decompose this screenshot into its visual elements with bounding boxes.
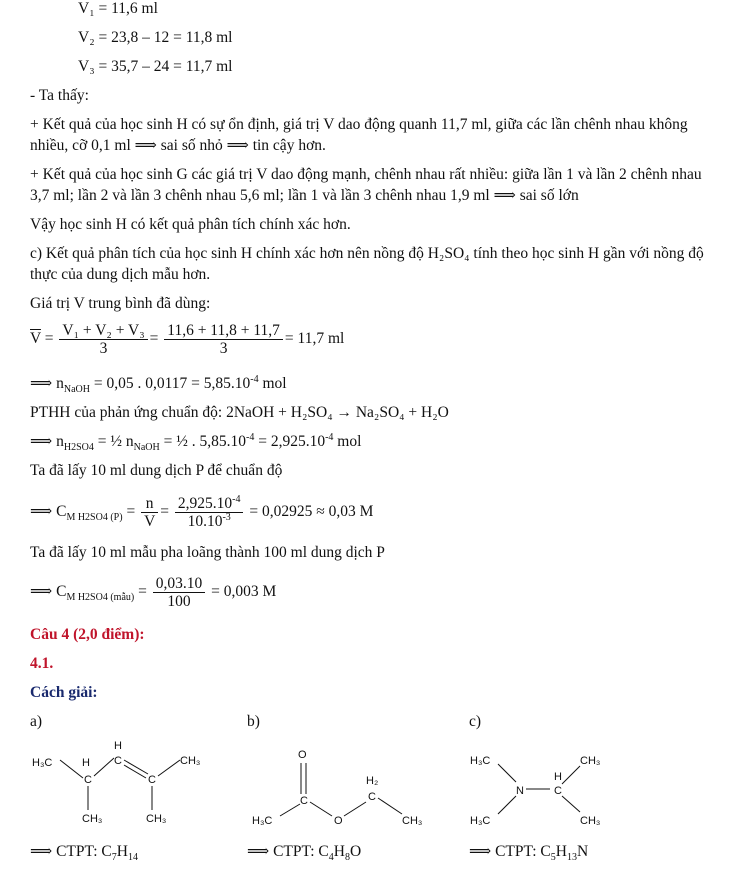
fraction-n-over-v: $\frac{n}{V}$: [141, 495, 158, 530]
fraction-numeric: [164, 322, 283, 357]
student-g-line-2: 3,7 ml; lần 2 và lần 3 chênh nhau 5,6 ml; lần 1 và lần 3 chênh nhau 1,9 ml ⟹ sai số lớn: [30, 187, 579, 204]
svg-text:CH₃: CH₃: [180, 755, 201, 767]
structure-b: [246, 742, 446, 830]
fraction-cm-sample: $\frac{0,03.10}{100}$: [153, 575, 206, 610]
svg-text:CH₃: CH₃: [580, 815, 601, 827]
method-heading: Cách giải:: [30, 684, 98, 701]
svg-text:C: C: [554, 785, 562, 797]
fraction-symbolic-numerator: V₁ + V₂ + V₃: [59, 322, 147, 340]
structure-c: [468, 746, 668, 830]
fraction-symbolic: [59, 322, 147, 357]
svg-text:C: C: [300, 795, 308, 807]
cm-p-formula: ⟹ $C_{M H2SO4 (P)}$ = $\frac{n}{V}$ = $\frac{2,925.10^{-4}}{10.10^{-3}}$ = 0,02925 ≈ 0,03 M: [30, 493, 374, 530]
fraction-symbolic-denominator: 3: [99, 340, 108, 357]
part-c-line-1: c) Kết quả phân tích của học sinh H chính xác hơn nên nồng độ H₂SO₄ tính theo học sinh H gần với nồng độ: [30, 245, 704, 262]
svg-text:O: O: [334, 815, 343, 827]
fraction-numeric-denominator: 3: [219, 340, 228, 357]
conclusion: Vậy học sinh H có kết quả phân tích chính xác hơn.: [30, 216, 351, 233]
student-h-line-1: + Kết quả của học sinh H có sự ổn định, giá trị V dao động quanh 11,7 ml, giữa các lần chênh nhau không: [30, 116, 688, 133]
student-g-line-1: + Kết quả của học sinh G các giá trị V dao động mạnh, chênh nhau rất nhiều: giữa lần 1 và lần 2 chênh nhau: [30, 166, 702, 183]
svg-text:C: C: [368, 791, 376, 803]
svg-text:CH₃: CH₃: [146, 813, 167, 825]
svg-text:O: O: [298, 749, 307, 761]
svg-text:CH₃: CH₃: [402, 815, 423, 827]
svg-text:H₃C: H₃C: [32, 757, 53, 769]
svg-text:H: H: [114, 740, 122, 752]
svg-text:CH₃: CH₃: [580, 755, 601, 767]
took-sample-line: Ta đã lấy 10 ml mẫu pha loãng thành 100 ml dung dịch P: [30, 544, 385, 561]
svg-text:C: C: [114, 755, 122, 767]
v-average-symbol: $\overline{V}$: [30, 330, 41, 348]
average-formula: $\overline{V}$ = $\frac{\text{V₁ + V₂ + V₃}}{3}$ = $\frac{11,6 + 11,8 + 11,7}{3}$ = 11,7 ml: [30, 322, 345, 357]
svg-text:N: N: [516, 785, 524, 797]
svg-text:H₃C: H₃C: [470, 755, 491, 767]
svg-text:C: C: [148, 774, 156, 786]
svg-text:H: H: [82, 757, 90, 769]
ctpt-a: ⟹ CTPT: $C_7H_{14}$: [30, 843, 138, 864]
ctpt-b: ⟹ CTPT: $C_4H_8O$: [247, 843, 362, 864]
observation-heading: - Ta thấy:: [30, 87, 89, 104]
label-c: c): [469, 713, 482, 730]
svg-text:C: C: [84, 774, 92, 786]
v3-line: V₃ = 35,7 – 24 = 11,7 ml: [78, 58, 233, 75]
svg-text:H₃C: H₃C: [470, 815, 491, 827]
section-4-1: 4.1.: [30, 655, 54, 672]
average-result: = 11,7 ml: [284, 330, 345, 348]
n-naoh-line: ⟹ $n_{NaOH} = 0,05$ . $0,0117 = 5,85.10^{-4}$ mol: [30, 373, 287, 396]
v1-line: V₁ = 11,6 ml: [78, 0, 158, 17]
svg-text:H₂: H₂: [366, 775, 379, 787]
label-b: b): [247, 713, 260, 730]
svg-text:H₃C: H₃C: [252, 815, 273, 827]
ctpt-c: ⟹ CTPT: $C_5H_{13}N$: [469, 843, 589, 864]
structure-a: [28, 736, 228, 830]
label-a: a): [30, 713, 43, 730]
reaction-equation: PTHH của phản ứng chuẩn độ: 2NaOH + H₂SO₄ → Na₂SO₄ + H₂O: [30, 404, 449, 421]
fraction-cm-p-value: $\frac{2,925.10^{-4}}{10.10^{-3}}$: [175, 495, 244, 530]
part-c-line-2: thực của dung dịch mẫu hơn.: [30, 266, 211, 283]
svg-text:CH₃: CH₃: [82, 813, 103, 825]
n-h2so4-line: ⟹ $n_{H2SO4}$ = ½ $n_{NaOH}$ = ½ . $5,85.10^{-4} = 2,925.10^{-4}$ mol: [30, 431, 362, 454]
student-h-line-2: nhiều, cỡ 0,1 ml ⟹ sai số nhỏ ⟹ tin cậy hơn.: [30, 137, 326, 154]
average-label: Giá trị V trung bình đã dùng:: [30, 295, 211, 312]
v2-line: V₂ = 23,8 – 12 = 11,8 ml: [78, 29, 233, 46]
fraction-numeric-numerator: 11,6 + 11,8 + 11,7: [164, 322, 283, 340]
svg-text:H: H: [554, 771, 562, 783]
took-p-line: Ta đã lấy 10 ml dung dịch P để chuẩn độ: [30, 462, 283, 479]
question-4-heading: Câu 4 (2,0 điểm):: [30, 626, 145, 643]
cm-sample-formula: ⟹ $C_{M H2SO4 (mẫu)}$ = $\frac{0,03.10}{100}$ = 0,003 M: [30, 575, 277, 610]
